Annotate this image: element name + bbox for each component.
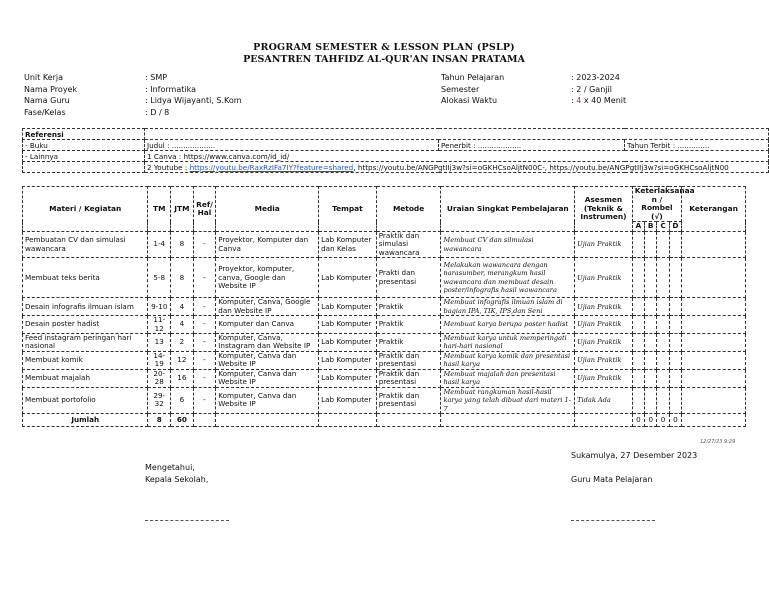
uraian-cell: Membuat karya berupa poster hadist — [441, 316, 575, 334]
materi-cell: Desain poster hadist — [23, 316, 148, 334]
metode-cell: Praktik dan presentasi — [376, 369, 441, 387]
tempat-cell: Lab Komputer — [319, 298, 377, 316]
reference-buku-label: - Buku — [23, 140, 145, 151]
rombel-d-cell — [669, 334, 681, 352]
info-left-labels — [24, 72, 77, 118]
rombel-c-cell — [657, 232, 669, 258]
total-empty — [319, 414, 377, 427]
total-d: 0 — [669, 414, 681, 427]
metode-cell: Prakti dan presentasi — [376, 258, 441, 298]
jtm-cell: 2 — [171, 334, 194, 352]
materi-cell: Membuat majalah — [23, 369, 148, 387]
media-cell: Proyektor, komputer, canva, Google dan Website IP — [216, 258, 319, 298]
asesmen-cell: Ujian Praktik — [575, 258, 633, 298]
info-right-values — [571, 72, 626, 107]
keterangan-cell — [682, 351, 746, 369]
info-left-values — [145, 72, 242, 118]
reference-penerbit: Penerbit : ................... — [439, 140, 625, 151]
rombel-b-cell — [645, 387, 657, 413]
mengetahui-label: Mengetahui, — [145, 463, 195, 472]
info-label: Unit Kerja — [24, 73, 64, 82]
table-row — [23, 369, 746, 387]
rombel-a-cell — [632, 316, 644, 334]
info-value: : D / 8 — [145, 107, 170, 117]
col-a: A — [632, 222, 644, 232]
tempat-cell: Lab Komputer — [319, 387, 377, 413]
uraian-cell: Membuat rangkuman hasil-hasil karya yang telah dibuat dari materi 1-7 — [441, 387, 575, 413]
info-value: : Informatika — [145, 84, 196, 94]
total-empty — [216, 414, 319, 427]
total-label: Jumlah — [23, 414, 148, 427]
reference-tahun-terbit: Tahun Terbit : .............. — [625, 140, 769, 151]
col-materi: Materi / Kegiatan — [23, 187, 148, 232]
info-label: Nama Proyek — [24, 84, 78, 94]
rombel-d-cell — [669, 232, 681, 258]
ref-cell: - — [193, 316, 216, 334]
metode-cell: Praktik dan presentasi — [376, 387, 441, 413]
col-metode: Metode — [376, 187, 441, 232]
rombel-d-cell — [669, 298, 681, 316]
table-row — [23, 351, 746, 369]
youtube-prefix: 2 Youtube : — [147, 162, 190, 172]
guru-label: Guru Mata Pelajaran — [571, 475, 653, 484]
table-row — [23, 387, 746, 413]
info-label: Semester — [441, 84, 480, 94]
signature-line-kepala — [145, 520, 229, 521]
col-ref: Ref/ Hal — [193, 187, 216, 232]
jtm-cell: 12 — [171, 351, 194, 369]
info-label: Tahun Pelajaran — [441, 73, 505, 82]
reference-lainnya-label: - Lainnya — [23, 151, 145, 162]
tm-cell: 13 — [148, 334, 171, 352]
jtm-cell: 4 — [171, 298, 194, 316]
total-empty — [441, 414, 575, 427]
total-empty — [193, 414, 216, 427]
materi-cell: Desain infografis ilmuan islam — [23, 298, 148, 316]
jtm-cell: 8 — [171, 258, 194, 298]
reference-header-row — [23, 129, 769, 140]
value-suffix: x 40 Menit — [581, 96, 627, 105]
school-name: PESANTREN TAHFIDZ AL-QUR'AN INSAN PRATAMA — [243, 54, 525, 65]
col-asesmen: Asesmen (Teknik & Instrumen) — [575, 187, 633, 232]
rombel-d-cell — [669, 369, 681, 387]
rombel-c-cell — [657, 298, 669, 316]
asesmen-cell: Ujian Praktik — [575, 232, 633, 258]
place-date: Sukamulya, 27 Desember 2023 — [571, 451, 698, 460]
rombel-c-cell — [657, 351, 669, 369]
keterangan-cell — [682, 298, 746, 316]
tempat-cell: Lab Komputer dan Kelas — [319, 232, 377, 258]
total-c: 0 — [657, 414, 669, 427]
info-value: : 2023-2024 — [571, 73, 620, 82]
uraian-cell: Membuat infografis ilmuan islam di bagian IPA, TIK, IPS,dan Seni — [441, 298, 575, 316]
info-value: : 2 / Ganjil — [571, 84, 612, 94]
tm-cell: 29-32 — [148, 387, 171, 413]
total-row — [23, 414, 746, 427]
total-empty — [575, 414, 633, 427]
rombel-a-cell — [632, 334, 644, 352]
tm-cell: 14-19 — [148, 351, 171, 369]
col-tempat: Tempat — [319, 187, 377, 232]
rombel-a-cell — [632, 298, 644, 316]
tm-cell: 11-12 — [148, 316, 171, 334]
info-label: Nama Guru — [24, 96, 70, 105]
uraian-cell: Melakukan wawancara dengan narasumber, merangkum hasil wawancara dan membuat desain poster/infografis hasil wawancara — [441, 258, 575, 298]
rombel-a-cell — [632, 387, 644, 413]
reference-empty — [23, 162, 145, 173]
signature-line-guru — [571, 520, 655, 521]
info-value: : SMP — [145, 73, 168, 82]
asesmen-cell: Ujian Praktik — [575, 334, 633, 352]
table-body — [23, 232, 746, 414]
asesmen-cell: Ujian Praktik — [575, 298, 633, 316]
total-b: 0 — [645, 414, 657, 427]
asesmen-cell: Ujian Praktik — [575, 369, 633, 387]
ref-cell: - — [193, 298, 216, 316]
tm-cell: 5-8 — [148, 258, 171, 298]
metode-cell: Praktik — [376, 298, 441, 316]
total-tm: 8 — [148, 414, 171, 427]
media-cell: Komputer, Canva dan Website IP — [216, 351, 319, 369]
rombel-b-cell — [645, 334, 657, 352]
materi-cell: Membuat komik — [23, 351, 148, 369]
rombel-d-cell — [669, 258, 681, 298]
ref-cell: - — [193, 387, 216, 413]
info-value: : Lidya Wijayanti, S.Kom — [145, 96, 242, 105]
keterangan-cell — [682, 387, 746, 413]
uraian-cell: Membuat CV dan silmulasi wawancara — [441, 232, 575, 258]
rombel-b-cell — [645, 232, 657, 258]
info-right-labels — [441, 72, 504, 107]
reference-canva: 1 Canva : https://www.canva.com/id_id/ — [145, 151, 769, 162]
col-media: Media — [216, 187, 319, 232]
jtm-cell: 6 — [171, 387, 194, 413]
uraian-cell: Membuat karya komik dan presentasi hasil karya — [441, 351, 575, 369]
table-row — [23, 298, 746, 316]
jtm-cell: 4 — [171, 316, 194, 334]
table-row — [23, 258, 746, 298]
uraian-cell: Membuat karya untuk memperingati hari-hari nasional — [441, 334, 575, 352]
reference-buku-row — [23, 140, 769, 151]
youtube-link[interactable]: https://youtu.be/RaxRzIFa7IY?feature=shared — [189, 162, 354, 172]
reference-header-blank — [145, 129, 769, 140]
reference-judul: Judul : ................... — [145, 140, 439, 151]
asesmen-cell: Ujian Praktik — [575, 351, 633, 369]
col-uraian: Uraian Singkat Pembelajaran — [441, 187, 575, 232]
rombel-c-cell — [657, 258, 669, 298]
media-cell: Komputer, Canva, Google dan Website IP — [216, 298, 319, 316]
media-cell: Komputer, Canva dan Website IP — [216, 387, 319, 413]
tempat-cell: Lab Komputer — [319, 316, 377, 334]
keterangan-cell — [682, 232, 746, 258]
uraian-cell: Membuat majalah dan presentasi hasil karya — [441, 369, 575, 387]
kepala-sekolah-label: Kepala Sekolah, — [145, 475, 209, 484]
info-label: Alokasi Waktu — [441, 96, 498, 105]
value-prefix: : — [571, 96, 577, 105]
table-row — [23, 316, 746, 334]
materi-cell: Membuat portofolio — [23, 387, 148, 413]
alokasi-waktu-value — [571, 95, 626, 107]
total-a: 0 — [632, 414, 644, 427]
rombel-b-cell — [645, 258, 657, 298]
tempat-cell: Lab Komputer — [319, 351, 377, 369]
lesson-plan-table — [22, 186, 746, 427]
col-keterangan: Keterangan — [682, 187, 746, 232]
reference-table — [22, 128, 769, 173]
rombel-d-cell — [669, 351, 681, 369]
rombel-c-cell — [657, 316, 669, 334]
tempat-cell: Lab Komputer — [319, 369, 377, 387]
col-b: B — [645, 222, 657, 232]
keterangan-cell — [682, 258, 746, 298]
table-row — [23, 334, 746, 352]
col-jtm: JTM — [171, 187, 194, 232]
rombel-a-cell — [632, 369, 644, 387]
rombel-c-cell — [657, 387, 669, 413]
jtm-cell: 16 — [171, 369, 194, 387]
rombel-b-cell — [645, 298, 657, 316]
media-cell: Komputer, Canva dan Website IP — [216, 369, 319, 387]
col-keterlaksanaan: Keterlaksanaa n / Rombel (√) — [632, 187, 681, 222]
keterangan-cell — [682, 316, 746, 334]
rombel-d-cell — [669, 316, 681, 334]
rombel-a-cell — [632, 351, 644, 369]
rombel-a-cell — [632, 258, 644, 298]
metode-cell: Praktik dan presentasi — [376, 351, 441, 369]
col-tm: TM — [148, 187, 171, 232]
tm-cell: 1-4 — [148, 232, 171, 258]
media-cell: Komputer, Canva, Instagram dan Website IP — [216, 334, 319, 352]
keterangan-cell — [682, 334, 746, 352]
materi-cell: Feed instagram peringan hari nasional — [23, 334, 148, 352]
ref-cell: - — [193, 258, 216, 298]
tempat-cell: Lab Komputer — [319, 334, 377, 352]
metode-cell: Praktik — [376, 334, 441, 352]
table-row — [23, 232, 746, 258]
reference-lainnya-row — [23, 151, 769, 162]
rombel-d-cell — [669, 387, 681, 413]
rombel-c-cell — [657, 334, 669, 352]
table-header-row — [23, 187, 746, 222]
ref-cell: - — [193, 369, 216, 387]
rombel-b-cell — [645, 369, 657, 387]
total-jtm: 60 — [171, 414, 194, 427]
document-title: PROGRAM SEMESTER & LESSON PLAN (PSLP) — [253, 42, 515, 53]
metode-cell: Praktik dan simulasi wawancara — [376, 232, 441, 258]
reference-youtube — [145, 162, 769, 173]
keterangan-cell — [682, 369, 746, 387]
asesmen-cell: Ujian Praktik — [575, 316, 633, 334]
rombel-b-cell — [645, 351, 657, 369]
ref-cell: - — [193, 334, 216, 352]
value-accent: 4 — [576, 96, 582, 105]
materi-cell: Pembuatan CV dan simulasi wawancara — [23, 232, 148, 258]
jtm-cell: 8 — [171, 232, 194, 258]
info-label: Fase/Kelas — [24, 107, 66, 117]
tm-cell: 20-28 — [148, 369, 171, 387]
reference-youtube-row — [23, 162, 769, 173]
total-empty — [682, 414, 746, 427]
media-cell: Proyektor, Komputer dan Canva — [216, 232, 319, 258]
rombel-c-cell — [657, 369, 669, 387]
col-d: D — [669, 222, 681, 232]
tempat-cell: Lab Komputer — [319, 258, 377, 298]
reference-header: Referensi — [23, 129, 145, 140]
metode-cell: Praktik — [376, 316, 441, 334]
media-cell: Komputer dan Canva — [216, 316, 319, 334]
materi-cell: Membuat teks berita — [23, 258, 148, 298]
ref-cell: - — [193, 232, 216, 258]
asesmen-cell: Tidak Ada — [575, 387, 633, 413]
ref-cell: - — [193, 351, 216, 369]
rombel-b-cell — [645, 316, 657, 334]
print-timestamp: 12/27/23 9:29 — [700, 439, 736, 445]
tm-cell: 9-10 — [148, 298, 171, 316]
youtube-rest: , https://youtu.be/ANGPgtIIj3w?si=oGKHCsoAljtN00C-, https://youtu.be/ANGPgtIIj3w?si=oGKHCsoAljtN00 — [353, 162, 729, 172]
rombel-a-cell — [632, 232, 644, 258]
col-c: C — [657, 222, 669, 232]
total-empty — [376, 414, 441, 427]
